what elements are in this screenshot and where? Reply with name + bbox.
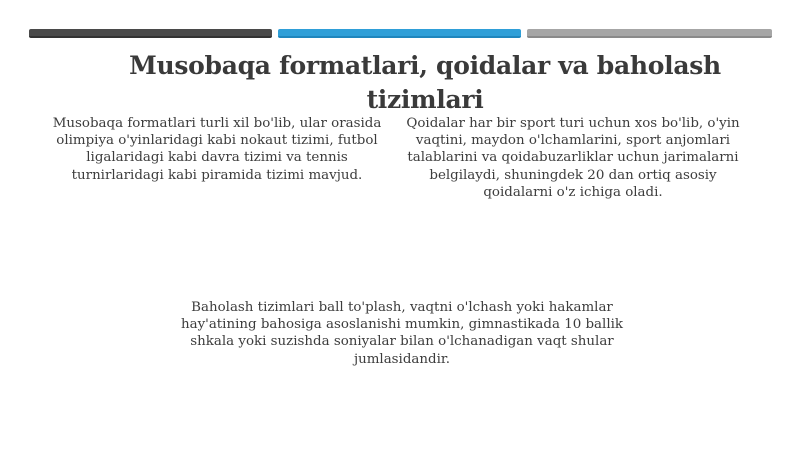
paragraph-rules: Qoidalar har bir sport turi uchun xos bo'lib, o'yin vaqtini, maydon o'lchamlarini, sport anjomlari talablarini va qoidabuzarliklar uchun jarimalarni belgilaydi, shuningdek 20 dan ortiq asosiy qoidalarni o'z ichiga oladi.: [406, 116, 740, 200]
accent-bar-dark: [29, 29, 272, 38]
paragraph-scoring: Baholash tizimlari ball to'plash, vaqtni o'lchash yoki hakamlar hay'atining bahosiga asoslanishi mumkin, gimnastikada 10 ballik shkala yoki suzishda soniyalar bilan o'lchanadigan vaqt shular jumlasidandir.: [180, 300, 624, 367]
slide-title: Musobaqa formatlari, qoidalar va baholash tizimlari: [129, 51, 721, 114]
paragraph-formats: Musobaqa formatlari turli xil bo'lib, ular orasida olimpiya o'yinlaridagi kabi nokaut tizimi, futbol ligalaridagi kabi davra tizimi va tennis turnirlaridagi kabi piramida tizimi mavjud.: [52, 116, 382, 183]
accent-bar-gray: [527, 29, 772, 38]
accent-bar-blue: [278, 29, 521, 38]
top-accent-bars: [29, 29, 772, 38]
